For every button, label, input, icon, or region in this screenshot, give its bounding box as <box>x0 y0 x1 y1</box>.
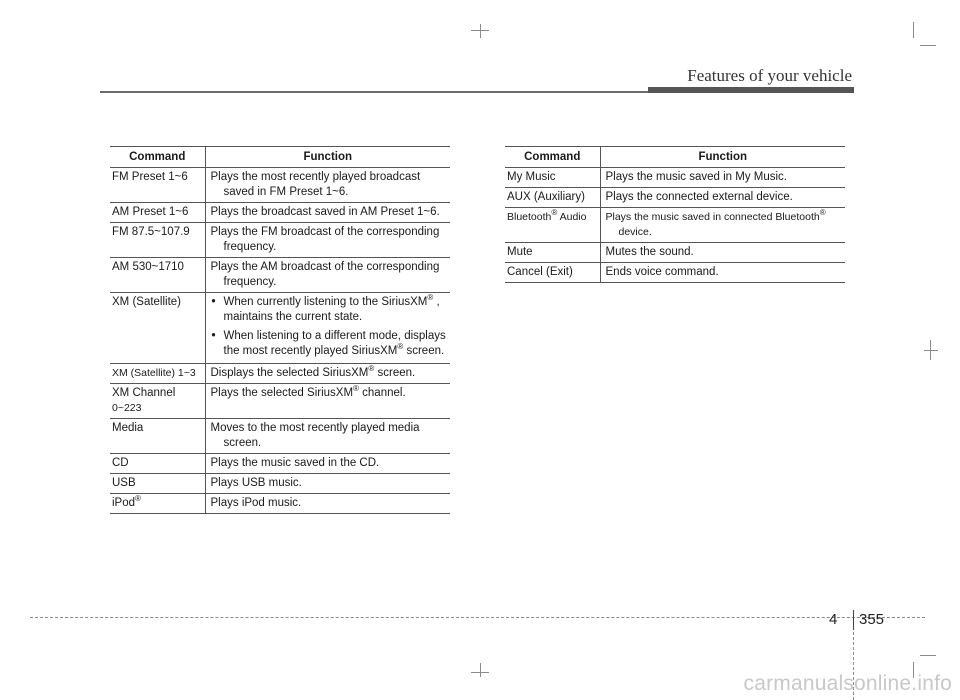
function-cell: Ends voice command. <box>600 263 845 283</box>
crop-mark-top-right-v <box>913 22 914 38</box>
function-text-continued: device. <box>618 226 652 238</box>
function-cell: Plays the music saved in connected Bluetooth® device. <box>600 208 845 243</box>
table-row <box>110 454 450 474</box>
function-cell: Mutes the sound. <box>600 243 845 263</box>
table-row <box>110 419 450 454</box>
crop-mark-top-center-v <box>480 24 481 38</box>
table-row <box>110 293 450 364</box>
function-cell: Plays the connected external device. <box>600 188 845 208</box>
bullet-dot: • <box>211 296 216 308</box>
command-cell: iPod® <box>110 494 205 514</box>
command-cell: Bluetooth® Audio <box>505 208 600 243</box>
function-cell <box>205 223 450 258</box>
command-cell <box>110 384 205 419</box>
table-row <box>110 364 450 384</box>
column-header-function: Function <box>205 147 450 168</box>
command-cell: My Music <box>505 168 600 188</box>
function-text-continued: frequency. <box>223 241 277 253</box>
function-cell <box>205 258 450 293</box>
function-cell: Displays the selected SiriusXM® screen. <box>205 364 450 384</box>
command-cell: XM (Satellite) 1~3 <box>110 364 205 384</box>
bullet-item: • When currently listening to the SiriusXM® , maintains the current state. <box>211 293 440 323</box>
page-number: 355 <box>859 611 885 628</box>
function-cell: Plays USB music. <box>205 474 450 494</box>
page-number-separator <box>853 610 854 630</box>
voice-command-table-left <box>110 146 450 514</box>
function-cell: Plays iPod music. <box>205 494 450 514</box>
command-cell: Media <box>110 419 205 454</box>
function-text: Moves to the most recently played media <box>210 422 420 434</box>
crop-mark-bottom-right-h <box>920 655 936 656</box>
table-row <box>110 258 450 293</box>
table-row <box>110 203 450 223</box>
command-cell: AM Preset 1~6 <box>110 203 205 223</box>
function-cell <box>205 168 450 203</box>
table-row <box>110 474 450 494</box>
function-cell: Plays the music saved in My Music. <box>600 168 845 188</box>
header-rule <box>100 91 650 93</box>
command-cell: USB <box>110 474 205 494</box>
bullet-item: • When listening to a different mode, displays the most recently played SiriusXM® screen. <box>211 330 446 357</box>
function-text-continued: frequency. <box>223 276 277 288</box>
table-row <box>110 168 450 203</box>
command-cell: AUX (Auxiliary) <box>505 188 600 208</box>
command-text: XM Channel <box>112 387 176 399</box>
crop-mark-bottom-center-h <box>471 672 489 673</box>
table-header-row <box>505 147 845 168</box>
command-cell: Mute <box>505 243 600 263</box>
table-row <box>110 384 450 419</box>
table-header-row <box>110 147 450 168</box>
table-row <box>505 168 845 188</box>
function-cell: Plays the music saved in the CD. <box>205 454 450 474</box>
watermark-text: carmanualsonline.info <box>743 672 952 695</box>
function-cell: Plays the broadcast saved in AM Preset 1~6. <box>205 203 450 223</box>
column-header-function: Function <box>600 147 845 168</box>
command-cell: XM (Satellite) <box>110 293 205 364</box>
function-text: Plays the most recently played broadcast <box>210 171 421 183</box>
command-cell: CD <box>110 454 205 474</box>
voice-command-table-right <box>505 146 845 283</box>
command-cell: AM 530~1710 <box>110 258 205 293</box>
function-cell: Plays the selected SiriusXM® channel. <box>205 384 450 419</box>
crop-mark-bottom-center-v <box>480 663 481 677</box>
crop-mark-right-middle-h <box>924 350 938 351</box>
table-row <box>505 263 845 283</box>
function-text-continued: screen. <box>223 437 262 449</box>
function-text: Plays the AM broadcast of the corresponding <box>210 261 440 273</box>
chapter-number: 4 <box>829 611 838 628</box>
function-text-continued: saved in FM Preset 1~6. <box>223 186 349 198</box>
table-row <box>110 494 450 514</box>
command-cell: FM Preset 1~6 <box>110 168 205 203</box>
crop-mark-top-right-h <box>920 45 936 46</box>
table-row <box>110 223 450 258</box>
column-header-command: Command <box>505 147 600 168</box>
section-title: Features of your vehicle <box>687 66 852 85</box>
function-cell <box>205 293 450 364</box>
header-accent-bar <box>648 87 854 93</box>
table-row <box>505 243 845 263</box>
function-text: Plays the FM broadcast of the corresponding <box>210 226 440 238</box>
table-row <box>505 188 845 208</box>
command-text-continued: 0~223 <box>112 402 142 414</box>
footer-dashed-rule <box>30 617 925 618</box>
command-cell: Cancel (Exit) <box>505 263 600 283</box>
function-cell <box>205 419 450 454</box>
table-row <box>505 208 845 243</box>
bullet-dot: • <box>211 330 216 342</box>
column-header-command: Command <box>110 147 205 168</box>
command-cell: FM 87.5~107.9 <box>110 223 205 258</box>
